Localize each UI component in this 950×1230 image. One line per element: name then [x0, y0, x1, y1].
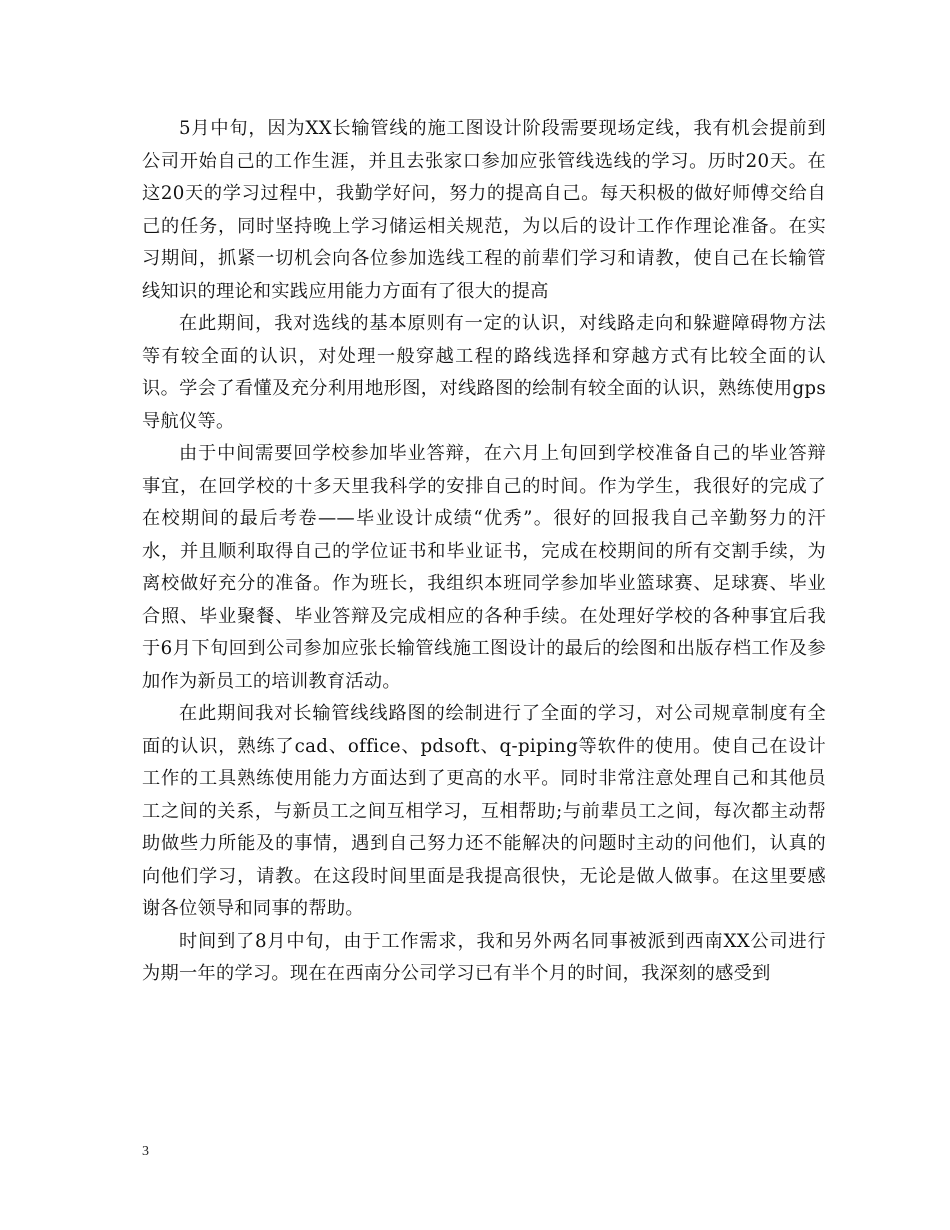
document-body — [142, 113, 826, 991]
paragraph-5: 时间到了8月中旬，由于工作需求，我和另外两名同事被派到西南XX公司进行为期一年的学习。现在在西南分公司学习已有半个月的时间，我深刻的感受到 — [142, 930, 826, 984]
page-number: 3 — [142, 1144, 149, 1159]
paragraph-1: 5月中旬，因为XX长输管线的施工图设计阶段需要现场定线，我有机会提前到公司开始自己的工作生涯，并且去张家口参加应张管线选线的学习。历时20天。在这20天的学习过程中，我勤学好问，努力的提高自己。每天积极的做好师傅交给自己的任务，同时坚持晚上学习储运相关规范，为以后的设计工作作理论准备。在实习期间，抓紧一切机会向各位参加选线工程的前辈们学习和请教，使自己在长输管线知识的理论和实践应用能力方面有了很大的提高 — [142, 118, 826, 302]
paragraph-3: 由于中间需要回学校参加毕业答辩，在六月上旬回到学校准备自己的毕业答辩事宜，在回学校的十多天里我科学的安排自己的时间。作为学生，我很好的完成了在校期间的最后考卷——毕业设计成绩“优秀”。很好的回报我自己辛勤努力的汗水，并且顺利取得自己的学位证书和毕业证书，完成在校期间的所有交割手续，为离校做好充分的准备。作为班长，我组织本班同学参加毕业篮球赛、足球赛、毕业合照、毕业聚餐、毕业答辩及完成相应的各种手续。在处理好学校的各种事宜后我于6月下旬回到公司参加应张长输管线施工图设计的最后的绘图和出版存档工作及参加作为新员工的培训教育活动。 — [142, 443, 826, 692]
paragraph-4: 在此期间我对长输管线线路图的绘制进行了全面的学习，对公司规章制度有全面的认识，熟练了cad、office、pdsoft、q-piping等软件的使用。使自己在设计工作的工具熟练使用能力方面达到了更高的水平。同时非常注意处理自己和其他员工之间的关系，与新员工之间互相学习，互相帮助;与前辈员工之间，每次都主动帮助做些力所能及的事情，遇到自己努力还不能解决的问题时主动的问他们，认真的向他们学习，请教。在这段时间里面是我提高很快，无论是做人做事。在这里要感谢各位领导和同事的帮助。 — [142, 703, 826, 919]
paragraph-2: 在此期间，我对选线的基本原则有一定的认识，对线路走向和躲避障碍物方法等有较全面的认识，对处理一般穿越工程的路线选择和穿越方式有比较全面的认识。学会了看懂及充分利用地形图，对线路图的绘制有较全面的认识，熟练使用gps导航仪等。 — [142, 313, 826, 432]
